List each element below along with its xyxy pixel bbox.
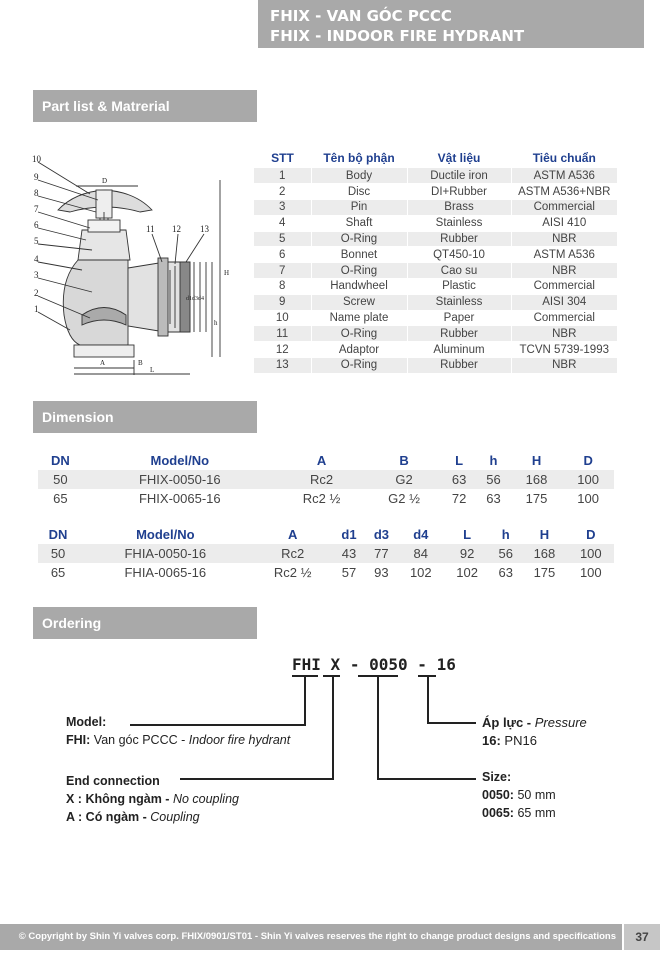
parts-table-row [254, 342, 618, 358]
end-connection-label: End connection [66, 774, 160, 788]
dimension-table-fhix [38, 451, 614, 508]
parts-cell: Paper [407, 310, 511, 326]
parts-cell: ASTM A536+NBR [511, 184, 618, 200]
size-block [482, 768, 556, 822]
parts-cell: Rubber [407, 358, 511, 374]
parts-cell: O-Ring [311, 231, 407, 247]
parts-cell: NBR [511, 231, 618, 247]
parts-cell: 12 [254, 342, 311, 358]
section-header-ordering: Ordering [33, 607, 257, 639]
drawing-label-13: 13 [200, 224, 209, 234]
parts-cell: 5 [254, 231, 311, 247]
end-x-en: No coupling [172, 792, 239, 806]
pressure-value: PN16 [504, 733, 537, 748]
dimension-cell: 56 [476, 470, 510, 489]
dimension-header-cell: D [583, 453, 593, 468]
parts-cell: ASTM A536 [511, 168, 618, 184]
end-a-en: Coupling [150, 810, 200, 824]
page-title-box [258, 0, 644, 48]
dimension-row [38, 470, 614, 489]
size-0050-key: 0050: [482, 788, 514, 802]
parts-cell: 8 [254, 279, 311, 295]
parts-cell: 13 [254, 358, 311, 374]
end-a-key: A : Có ngàm - [66, 810, 147, 824]
dimension-header-cell: d4 [413, 527, 429, 542]
dimension-cell: 77 [365, 544, 397, 563]
dim-label-A: A [100, 359, 106, 367]
dimension-row [38, 489, 614, 508]
drawing-label-8: 8 [34, 188, 39, 198]
dimension-cell: 84 [398, 544, 444, 563]
dimension-cell: 168 [511, 470, 563, 489]
parts-cell: 1 [254, 168, 311, 184]
dimension-cell: 43 [333, 544, 365, 563]
parts-cell: AISI 304 [511, 294, 618, 310]
dimension-cell: 100 [562, 470, 614, 489]
dim-label-D: D [102, 177, 108, 185]
parts-table-row [254, 263, 618, 279]
dimension-cell: 168 [521, 544, 567, 563]
parts-cell: Stainless [407, 215, 511, 231]
dimension-header-cell: A [316, 453, 327, 468]
dimension-header-cell: d3 [373, 527, 389, 542]
parts-cell: Shaft [311, 215, 407, 231]
col-standard: Tiêu chuẩn [532, 151, 596, 165]
parts-cell: NBR [511, 263, 618, 279]
dimension-cell: Rc2 ½ [302, 491, 341, 506]
pressure-key: 16: [482, 733, 501, 748]
dimension-cell: 50 [38, 470, 83, 489]
parts-table-row [254, 279, 618, 295]
dimension-cell: 93 [374, 565, 389, 580]
dimension-cell: 100 [568, 544, 614, 563]
col-part-name: Tên bộ phận [323, 151, 395, 165]
dimension-cell: G2 [366, 470, 442, 489]
dim-label-B: B [138, 359, 143, 367]
parts-table [254, 148, 618, 374]
size-0050-value: 50 mm [517, 788, 556, 802]
dim-label-d1: d1 [186, 296, 192, 302]
parts-cell: 6 [254, 247, 311, 263]
code-end: X [330, 655, 341, 674]
parts-table-row [254, 310, 618, 326]
parts-cell: O-Ring [311, 326, 407, 342]
parts-table-row [254, 326, 618, 342]
parts-cell: DI+Rubber [407, 184, 511, 200]
drawing-label-7: 7 [34, 204, 39, 214]
dimension-cell: FHIX-0065-16 [138, 491, 221, 506]
dimension-cell: 100 [577, 491, 599, 506]
dimension-cell: 57 [341, 565, 357, 580]
dimension-header-cell: h [489, 453, 498, 468]
parts-cell: Rubber [407, 326, 511, 342]
parts-cell: 11 [254, 326, 311, 342]
parts-cell: Screw [311, 294, 407, 310]
section-header-parts: Part list & Matrerial [33, 90, 257, 122]
parts-table-row [254, 231, 618, 247]
col-stt: STT [271, 151, 294, 165]
size-0065-key: 0065: [482, 806, 514, 820]
parts-cell: AISI 410 [511, 215, 618, 231]
model-label: Model: [66, 715, 107, 729]
dimension-cell: 63 [486, 491, 501, 506]
code-pressure: 16 [436, 655, 456, 674]
code-prefix: FHI [292, 655, 321, 674]
dimension-header-cell: d1 [341, 527, 357, 542]
drawing-label-5: 5 [34, 236, 39, 246]
parts-cell: TCVN 5739-1993 [511, 342, 618, 358]
parts-cell: NBR [511, 358, 618, 374]
parts-cell: Aluminum [407, 342, 511, 358]
drawing-label-9: 9 [34, 172, 39, 182]
dimension-cell: 63 [498, 565, 514, 580]
model-block [66, 713, 290, 749]
dim-label-L: L [150, 366, 155, 374]
parts-cell: Disc [311, 184, 407, 200]
parts-cell: O-Ring [311, 263, 407, 279]
dimension-cell: 102 [456, 565, 478, 580]
dimension-cell: 50 [38, 544, 78, 563]
dimension-header-row [38, 525, 614, 544]
dimension-cell: Rc2 [277, 470, 366, 489]
parts-cell: Ductile iron [407, 168, 511, 184]
page-number: 37 [624, 924, 660, 950]
model-en: Indoor fire hydrant [188, 733, 291, 747]
dimension-cell: FHIA-0050-16 [78, 544, 252, 563]
parts-cell: Bonnet [311, 247, 407, 263]
parts-cell: Commercial [511, 310, 618, 326]
dimension-header-cell: D [586, 527, 596, 542]
drawing-label-10: 10 [32, 154, 41, 164]
parts-cell: Body [311, 168, 407, 184]
dimension-cell: 175 [525, 491, 548, 506]
parts-cell: O-Ring [311, 358, 407, 374]
parts-cell: Brass [407, 200, 511, 216]
model-key: FHI: [66, 733, 91, 747]
dimension-cell: 102 [409, 565, 432, 580]
dimension-header-cell: DN [48, 527, 68, 542]
title-vietnamese: FHIX - VAN GÓC PCCC [270, 7, 452, 25]
dimension-header-cell: Model/No [136, 527, 195, 542]
dimension-cell: 65 [50, 565, 66, 580]
drawing-label-3: 3 [34, 270, 39, 280]
drawing-label-6: 6 [34, 220, 39, 230]
dimension-cell: G2 ½ [388, 491, 420, 506]
parts-cell: Stainless [407, 294, 511, 310]
drawing-label-12: 12 [172, 224, 181, 234]
parts-cell: Adaptor [311, 342, 407, 358]
dimension-header-row [38, 451, 614, 470]
parts-cell: 4 [254, 215, 311, 231]
title-english: FHIX - INDOOR FIRE HYDRANT [270, 27, 525, 45]
code-size: 0050 [369, 655, 408, 674]
parts-table-row [254, 215, 618, 231]
end-connection-block [66, 772, 239, 826]
parts-table-row [254, 247, 618, 263]
section-header-dimension: Dimension [33, 401, 257, 433]
parts-cell: QT450-10 [407, 247, 511, 263]
size-label: Size: [482, 770, 512, 784]
drawing-label-2: 2 [34, 288, 39, 298]
parts-cell: 3 [254, 200, 311, 216]
parts-table-row [254, 200, 618, 216]
size-0065-value: 65 mm [517, 806, 556, 820]
dim-label-d4: d4 [198, 296, 204, 302]
parts-cell: ASTM A536 [511, 247, 618, 263]
model-vi: Van góc PCCC - [93, 733, 186, 747]
parts-cell: Name plate [311, 310, 407, 326]
dimension-cell: FHIA-0065-16 [124, 565, 207, 580]
drawing-label-4: 4 [34, 254, 39, 264]
dimension-header-cell: B [399, 453, 409, 468]
dim-label-h: h [214, 319, 218, 327]
parts-cell: Handwheel [311, 279, 407, 295]
pressure-block [482, 714, 587, 750]
parts-cell: Commercial [511, 279, 618, 295]
dimension-cell: 65 [53, 491, 68, 506]
dimension-cell: 56 [490, 544, 521, 563]
dimension-cell: 92 [444, 544, 490, 563]
dimension-cell: FHIX-0050-16 [83, 470, 277, 489]
dimension-header-cell: L [455, 453, 464, 468]
parts-cell: Cao su [407, 263, 511, 279]
order-code [292, 655, 456, 674]
footer-copyright: © Copyright by Shin Yi valves corp. FHIX/0901/ST01 - Shin Yi valves reserves the right to change product designs and specifications without notice. [0, 924, 622, 950]
parts-cell: 10 [254, 310, 311, 326]
parts-cell: NBR [511, 326, 618, 342]
parts-table-row [254, 358, 618, 374]
parts-table-row [254, 294, 618, 310]
dimension-cell: Rc2 [253, 544, 333, 563]
parts-cell: Pin [311, 200, 407, 216]
dimension-row [38, 563, 614, 582]
dimension-header-cell: A [287, 527, 298, 542]
dimension-table-fhia [38, 525, 614, 582]
dimension-header-cell: DN [50, 453, 70, 468]
code-sep-2: - [417, 655, 427, 674]
dimension-header-cell: L [463, 527, 472, 542]
drawing-label-11: 11 [146, 224, 155, 234]
valve-drawing [30, 150, 245, 380]
parts-cell: Commercial [511, 200, 618, 216]
dimension-header-cell: Model/No [150, 453, 210, 468]
pressure-label: Áp lực - [482, 715, 532, 730]
dimension-header-cell: H [531, 453, 542, 468]
parts-cell: 2 [254, 184, 311, 200]
dimension-cell: 175 [533, 565, 556, 580]
dimension-header-cell: H [539, 527, 550, 542]
dim-label-H: H [224, 269, 230, 277]
pressure-en: Pressure [534, 715, 587, 730]
parts-table-row [254, 168, 618, 184]
dimension-cell: 72 [451, 491, 467, 506]
code-sep-1: - [349, 655, 360, 674]
dimension-cell: 63 [442, 470, 476, 489]
parts-cell: Rubber [407, 231, 511, 247]
parts-table-row [254, 184, 618, 200]
dimension-cell: Rc2 ½ [273, 565, 312, 580]
end-x-key: X : Không ngàm - [66, 792, 170, 806]
parts-cell: Plastic [407, 279, 511, 295]
dimension-cell: 100 [579, 565, 602, 580]
parts-cell: 9 [254, 294, 311, 310]
col-material: Vật liệu [437, 151, 481, 165]
dimension-header-cell: h [501, 527, 510, 542]
parts-cell: 7 [254, 263, 311, 279]
dimension-row [38, 544, 614, 563]
dim-label-d3: d3 [192, 296, 198, 302]
parts-table-header [254, 148, 618, 168]
drawing-label-1: 1 [34, 304, 39, 314]
